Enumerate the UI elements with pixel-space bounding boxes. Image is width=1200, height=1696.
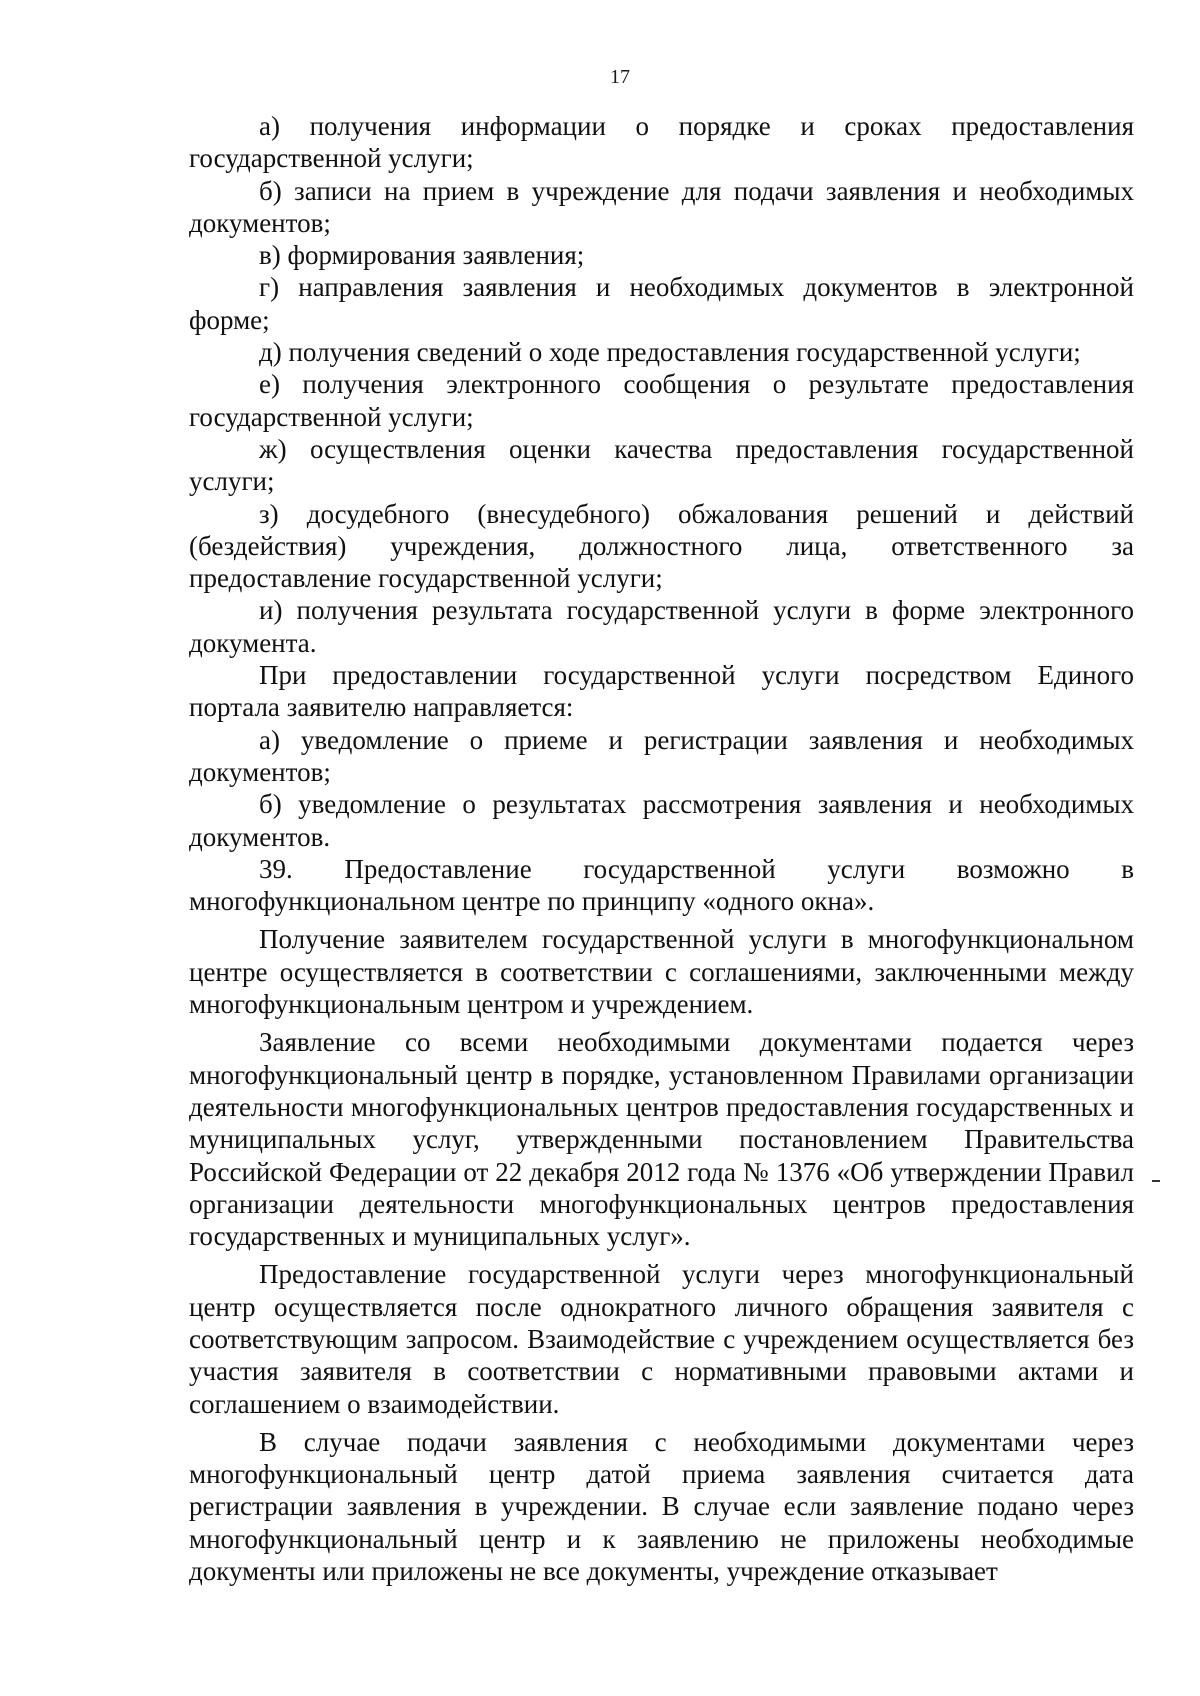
page-number: 17 bbox=[610, 66, 630, 88]
paragraph-list-item-b: б) записи на прием в учреждение для подачи заявления и необходимых документов; bbox=[189, 175, 1134, 238]
paragraph-clause-39: 39. Предоставление государственной услуги возможно в многофункциональном центре по принципу «одного окна». bbox=[189, 853, 1134, 917]
paragraph-list-item-v: в) формирования заявления; bbox=[259, 240, 585, 271]
paragraph-mfc-interaction: Предоставление государственной услуги через многофункциональный центр осуществляется после однократного личного обращения заявителя с соответствующим запросом. Взаимодействие с учреждением осуществляется без участия заявителя в соответствии с нормативными правовыми актами и соглашением о взаимодействии. bbox=[189, 1259, 1134, 1419]
paragraph-list-item-d: д) получения сведений о ходе предоставления государственной услуги; bbox=[259, 337, 1081, 368]
paragraph-mfc-agreements: Получение заявителем государственной услуги в многофункциональном центре осуществляется в соответствии с соглашениями, заключенными между многофункциональным центром и учреждением. bbox=[189, 924, 1134, 1020]
document-body bbox=[189, 110, 1134, 1587]
paragraph-list-item-i: и) получения результата государственной услуги в форме электронного документа. bbox=[189, 595, 1134, 658]
paragraph-list-item-a: а) получения информации о порядке и сроках предоставления государственной услуги; bbox=[189, 111, 1134, 174]
paragraph-list-item-e: е) получения электронного сообщения о результате предоставления государственной услуги; bbox=[189, 369, 1134, 432]
paragraph-list-item-g: г) направления заявления и необходимых документов в электронной форме; bbox=[189, 272, 1134, 335]
paragraph-notification-b: б) уведомление о результатах рассмотрения заявления и необходимых документов. bbox=[189, 789, 1134, 852]
paragraph-list-item-zh: ж) осуществления оценки качества предоставления государственной услуги; bbox=[189, 433, 1134, 497]
paragraph-list-item-z: з) досудебного (внесудебного) обжалования решений и действий (бездействия) учреждения, должностного лица, ответственного за предоставление государственной услуги; bbox=[189, 498, 1134, 594]
paragraph-portal-notifications: При предоставлении государственной услуги посредством Единого портала заявителю направляется: bbox=[189, 660, 1134, 723]
scan-mark bbox=[1152, 1180, 1160, 1182]
paragraph-mfc-application: Заявление со всеми необходимыми документами подается через многофункциональный центр в порядке, установленном Правилами организации деятельности многофункциональных центров предоставления государственных и муниципальных услуг, утвержденными постановлением Правительства Российской Федерации от 22 декабря 2012 года № 1376 «Об утверждении Правил организации деятельности многофункциональных центров предоставления государственных и муниципальных услуг». bbox=[189, 1027, 1134, 1252]
paragraph-notification-a: а) уведомление о приеме и регистрации заявления и необходимых документов; bbox=[189, 724, 1134, 787]
paragraph-mfc-acceptance-date: В случае подачи заявления с необходимыми документами через многофункциональный центр датой приема заявления считается дата регистрации заявления в учреждении. В случае если заявление подано через многофункциональный центр и к заявлению не приложены необходимые документы или приложены не все документы, учреждение отказывает bbox=[189, 1426, 1134, 1587]
